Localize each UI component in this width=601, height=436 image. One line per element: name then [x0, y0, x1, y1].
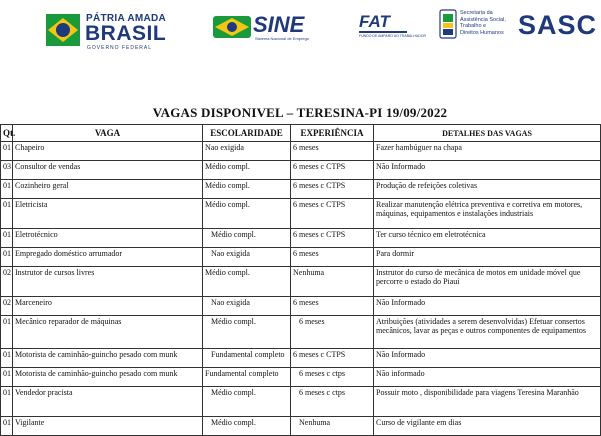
cell-escolaridade: Médio compl.: [203, 180, 291, 199]
sine-logo: [213, 13, 331, 41]
sine-logo-subtitle: Sistema Nacional de Emprego: [255, 36, 310, 41]
brasil-logo-line2: BRASIL: [85, 22, 167, 45]
cell-vaga: Chapeiro: [13, 142, 203, 161]
cell-vaga: Vendedor pracista: [13, 387, 203, 417]
cell-detalhes: Ter curso técnico em eletrotécnica: [374, 229, 601, 248]
cell-escolaridade: Médio compl.: [203, 417, 291, 436]
cell-detalhes: Para dormir: [374, 248, 601, 267]
table-row: [1, 417, 601, 436]
cell-detalhes: Não Informado: [374, 297, 601, 316]
cell-qt: 01: [1, 316, 13, 349]
job-vacancies-table: [0, 124, 601, 436]
cell-experiencia: 6 meses: [291, 297, 374, 316]
table-row: [1, 229, 601, 248]
table-row: [1, 387, 601, 417]
cell-escolaridade: Fundamental completo: [203, 349, 291, 368]
cell-detalhes: Atribuições (atividades a serem desenvolvidas) Efetuar consertos mecânicos, lavar as peças e outros componentes de equipamentos: [374, 316, 601, 349]
cell-qt: 01: [1, 248, 13, 267]
cell-vaga: Empregado doméstico arrumador: [13, 248, 203, 267]
cell-vaga: Marceneiro: [13, 297, 203, 316]
sasc-logo-subtitle: Secretaria da Assistência Social, Trabalho e Direitos Humanos: [460, 10, 506, 36]
cell-detalhes: Curso de vigilante em dias: [374, 417, 601, 436]
header-escolaridade: ESCOLARIDADE: [203, 125, 291, 142]
header-qt: Qt.: [1, 125, 13, 142]
cell-experiencia: 6 meses: [291, 248, 374, 267]
cell-escolaridade: Médio compl.: [203, 229, 291, 248]
cell-experiencia: 6 meses c CTPS: [291, 161, 374, 180]
cell-escolaridade: Nao exigida: [203, 297, 291, 316]
table-row: [1, 161, 601, 180]
cell-detalhes: Realizar manutenção elétrica preventiva e corretiva em motores, máquinas, equipamentos e instalações industriais: [374, 199, 601, 229]
cell-experiencia: 6 meses c CTPS: [291, 229, 374, 248]
cell-experiencia: 6 meses c CTPS: [291, 349, 374, 368]
table-row: [1, 349, 601, 368]
page-title: VAGAS DISPONIVEL – TERESINA-PI 19/09/2022: [152, 105, 448, 120]
cell-qt: 01: [1, 229, 13, 248]
cell-qt: 02: [1, 267, 13, 297]
sine-logo-name: SINE: [253, 12, 305, 37]
cell-vaga: Motorista de caminhão-guincho pesado com munk: [13, 349, 203, 368]
table-row: [1, 267, 601, 297]
cell-escolaridade: Médio compl.: [203, 316, 291, 349]
cell-qt: 01: [1, 349, 13, 368]
cell-vaga: Instrutor de cursos livres: [13, 267, 203, 297]
cell-vaga: Cozinheiro geral: [13, 180, 203, 199]
cell-qt: 02: [1, 297, 13, 316]
brasil-logo-line1: PÁTRIA AMADA: [86, 13, 167, 24]
cell-detalhes: Não Informado: [374, 161, 601, 180]
cell-experiencia: 6 meses c CTPS: [291, 180, 374, 199]
header-vaga: VAGA: [13, 125, 203, 142]
cell-escolaridade: Nao exigida: [203, 142, 291, 161]
cell-vaga: Vigilante: [13, 417, 203, 436]
cell-escolaridade: Nao exigida: [203, 248, 291, 267]
header-experiencia: EXPERIÊNCIA: [291, 125, 374, 142]
header-logos: [0, 0, 600, 58]
cell-experiencia: Nenhuma: [291, 267, 374, 297]
cell-qt: 03: [1, 161, 13, 180]
table-row: [1, 316, 601, 349]
table-row: [1, 297, 601, 316]
sine-flag-icon: [213, 16, 251, 38]
cell-detalhes: Fazer hambúguer na chapa: [374, 142, 601, 161]
cell-experiencia: Nenhuma: [291, 417, 374, 436]
cell-qt: 01: [1, 417, 13, 436]
fat-logo-underline: [359, 31, 407, 33]
cell-qt: 01: [1, 368, 13, 387]
table-row: [1, 180, 601, 199]
fat-logo-subtitle: FUNDO DE AMPARO AO TRABALHADOR: [359, 34, 426, 38]
table-row: [1, 199, 601, 229]
cell-escolaridade: Médio compl.: [203, 387, 291, 417]
cell-qt: 01: [1, 180, 13, 199]
cell-escolaridade: Fundamental completo: [203, 368, 291, 387]
cell-experiencia: 6 meses c ctps: [291, 368, 374, 387]
cell-experiencia: 6 meses c CTPS: [291, 199, 374, 229]
brasil-logo: [44, 10, 167, 51]
sasc-logo: [438, 8, 598, 46]
cell-escolaridade: Médio compl.: [203, 267, 291, 297]
cell-experiencia: 6 meses: [291, 316, 374, 349]
cell-vaga: Eletricista: [13, 199, 203, 229]
cell-experiencia: 6 meses: [291, 142, 374, 161]
cell-vaga: Eletrotécnico: [13, 229, 203, 248]
table-row: [1, 368, 601, 387]
cell-vaga: Consultor de vendas: [13, 161, 203, 180]
cell-detalhes: Possuir moto , disponibilidade para viagens Teresina Maranhão: [374, 387, 601, 417]
fat-logo-name: FAT: [359, 12, 390, 31]
brasil-logo-line3: GOVERNO FEDERAL: [87, 45, 153, 51]
header-detalhes: DETALHES DAS VAGAS: [374, 125, 601, 142]
cell-vaga: Motorista de caminhão-guincho pesado com munk: [13, 368, 203, 387]
table-header-row: [1, 125, 601, 142]
cell-escolaridade: Médio compl.: [203, 161, 291, 180]
sasc-logo-name: SASC: [518, 10, 598, 40]
cell-detalhes: Produção de refeições coletivas: [374, 180, 601, 199]
table-row: [1, 142, 601, 161]
cell-detalhes: Não Informado: [374, 349, 601, 368]
brasil-flag-icon: [44, 10, 82, 50]
table-row: [1, 248, 601, 267]
cell-detalhes: Instrutor do curso de mecânica de motos em unidade móvel que percorre o estado do Piauí: [374, 267, 601, 297]
cell-qt: 01: [1, 199, 13, 229]
fat-logo: [359, 12, 426, 41]
cell-escolaridade: Médio compl.: [203, 199, 291, 229]
cell-qt: 01: [1, 142, 13, 161]
piaui-seal-icon: [438, 8, 458, 42]
cell-detalhes: Não informado: [374, 368, 601, 387]
cell-qt: 01: [1, 387, 13, 417]
cell-experiencia: 6 meses c ctps: [291, 387, 374, 417]
cell-vaga: Mecânico reparador de máquinas: [13, 316, 203, 349]
